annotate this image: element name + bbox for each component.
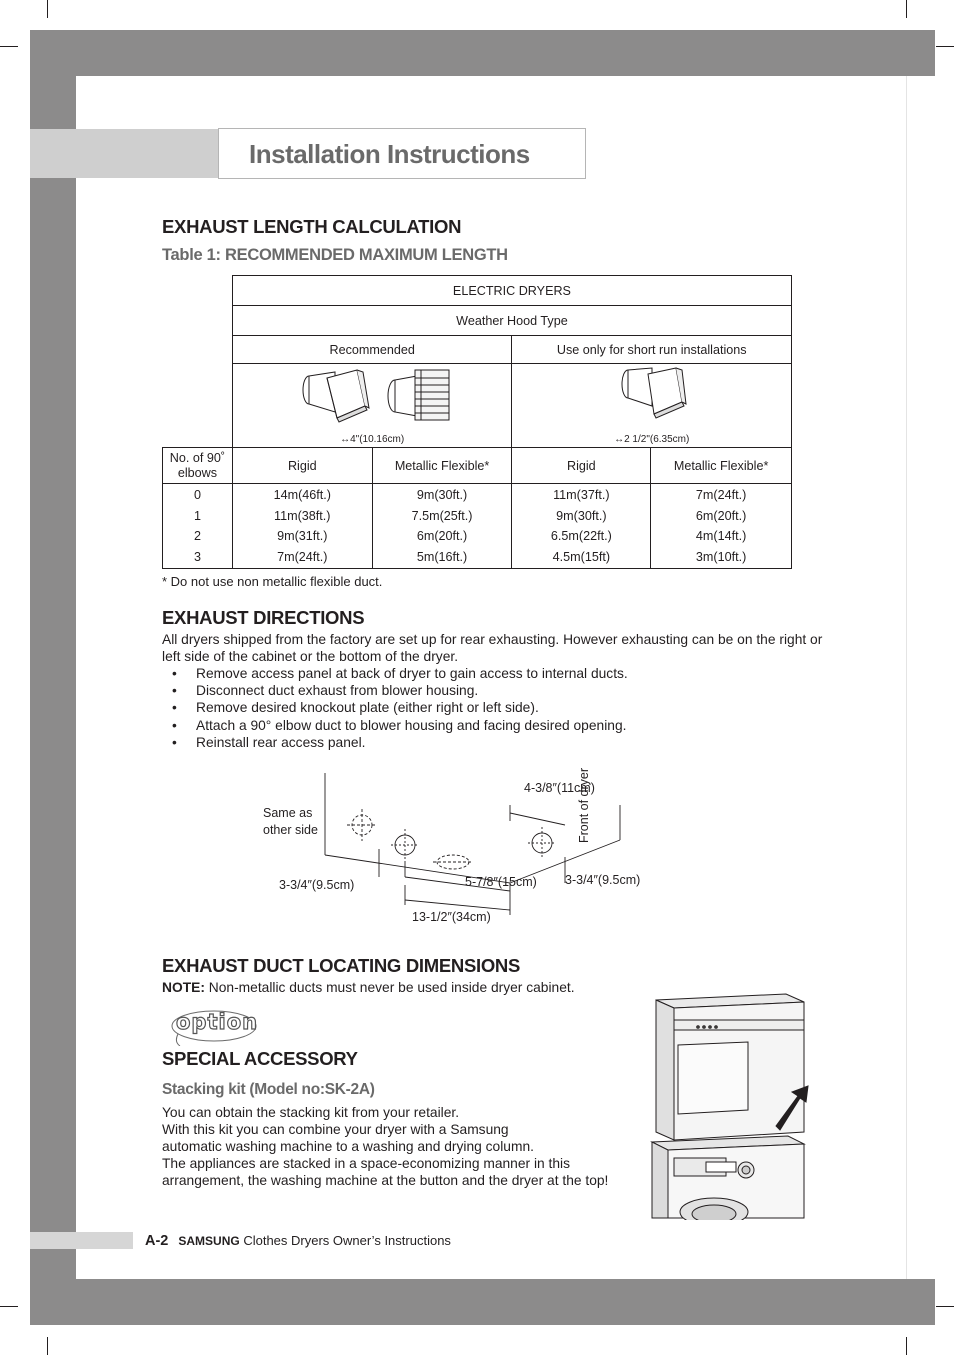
- cell: 11m(38ft.): [274, 508, 331, 523]
- cell: 3m(10ft.): [695, 549, 747, 564]
- crop-mark: [47, 1337, 48, 1355]
- row-header-elbows: [163, 448, 233, 484]
- list-item: • Remove desired knockout plate (either right or left side).: [172, 699, 628, 716]
- section-heading-duct-locating: EXHAUST DUCT LOCATING DIMENSIONS: [162, 955, 521, 976]
- exhaust-location-diagram: [255, 765, 655, 930]
- same-as-other-side-label: [263, 805, 318, 839]
- dim-label-middle: 5-7/8″(15cm): [465, 875, 537, 889]
- header-grey-tab: [30, 129, 218, 178]
- subcol-rigid-short: Rigid: [512, 448, 651, 484]
- row-header-line1: No. of 90˚: [169, 450, 226, 465]
- left-band: [30, 30, 76, 1325]
- crop-mark: [0, 1306, 18, 1307]
- cell: 14m(46ft.): [273, 488, 331, 502]
- text-line: With this kit you can combine your dryer with a Samsung: [162, 1122, 509, 1137]
- hood-dim-recommended: ↔4"(10.16cm): [340, 434, 405, 445]
- cell: 6m(20ft.): [695, 508, 747, 523]
- text-line: You can obtain the stacking kit from your retailer.: [162, 1105, 460, 1120]
- text-line: arrangement, the washing machine at the button and the dryer at the top!: [162, 1173, 609, 1188]
- footer-brand: SAMSUNG: [178, 1234, 240, 1248]
- stacking-kit-text: [162, 1104, 608, 1189]
- cell: 7.5m(25ft.): [411, 508, 473, 523]
- crop-mark: [0, 46, 18, 47]
- crop-mark: [936, 46, 954, 47]
- cell: 9m(30ft.): [416, 488, 468, 502]
- list-item: • Reinstall rear access panel.: [172, 734, 628, 751]
- table-footnote: * Do not use non metallic flexible duct.: [162, 574, 383, 589]
- max-length-table: [162, 275, 792, 569]
- crop-mark: [936, 1306, 954, 1307]
- subcol-flexible-short: Metallic Flexible*: [651, 448, 792, 484]
- cell: 4m(14ft.): [695, 529, 747, 543]
- right-edge-line: [906, 76, 907, 1279]
- directions-intro: All dryers shipped from the factory are set up for rear exhausting. However exhausting can be on the right or left side of the cabinet or the bottom of the dryer.: [162, 632, 823, 664]
- subcol-rigid-recommended: Rigid: [232, 448, 372, 484]
- cell: 5m(16ft.): [416, 549, 468, 564]
- hood-cell-recommended: [232, 364, 512, 448]
- flexible-recommended-values: [372, 484, 512, 569]
- cell: 3: [193, 549, 201, 564]
- cell: 1: [193, 508, 201, 523]
- page-footer: [145, 1233, 451, 1249]
- table-title: Table 1: RECOMMENDED MAXIMUM LENGTH: [162, 246, 508, 264]
- rigid-recommended-values: [232, 484, 372, 569]
- crop-mark: [906, 0, 907, 18]
- list-item: • Attach a 90° elbow duct to blower housing and facing desired opening.: [172, 717, 628, 734]
- list-item: • Disconnect duct exhaust from blower housing.: [172, 682, 628, 699]
- exhaust-diagram-drawing: [255, 765, 655, 930]
- list-item: • Remove access panel at back of dryer to gain access to internal ducts.: [172, 665, 628, 682]
- subcol-flexible-recommended: Metallic Flexible*: [372, 448, 512, 484]
- dim-label-top: 4-3/8″(11cm): [524, 781, 595, 795]
- text-line: automatic washing machine to a washing and drying column.: [162, 1139, 534, 1154]
- stacking-kit-subheading: Stacking kit (Model no:SK-2A): [162, 1081, 375, 1098]
- page-title: Installation Instructions: [249, 139, 530, 169]
- cell: 6m(20ft.): [416, 529, 468, 543]
- page-number: A-2: [145, 1233, 169, 1249]
- dim-label-left: 3-3/4″(9.5cm): [279, 878, 355, 892]
- section-heading-special-accessory: SPECIAL ACCESSORY: [162, 1048, 358, 1069]
- table-corner-blank: [163, 276, 233, 448]
- elbow-values: [163, 484, 233, 569]
- weather-hood-icons: [297, 366, 473, 426]
- stacked-washer-dryer-illustration: [648, 990, 813, 1220]
- footer-grey-tab: [30, 1232, 133, 1249]
- section-heading-exhaust-length: EXHAUST LENGTH CALCULATION: [162, 216, 462, 237]
- row-header-line2: elbows: [177, 465, 218, 480]
- table-data-row: [163, 484, 792, 569]
- table-sub-header: Weather Hood Type: [232, 306, 791, 336]
- label-line: Same as: [263, 806, 313, 820]
- cell: 7m(24ft.): [277, 549, 328, 564]
- header-box: [218, 128, 586, 179]
- cell: 4.5m(15ft): [552, 549, 611, 564]
- crop-mark: [47, 0, 48, 18]
- crop-mark: [906, 1337, 907, 1355]
- col-short-run: Use only for short run installations: [512, 336, 792, 364]
- col-recommended: Recommended: [232, 336, 512, 364]
- option-label: option: [176, 1010, 259, 1034]
- note-label: NOTE:: [162, 980, 205, 995]
- cell: 6.5m(22ft.): [550, 529, 612, 543]
- cell: 0: [193, 488, 201, 502]
- label-line: other side: [263, 823, 318, 837]
- rigid-short-values: [512, 484, 651, 569]
- dim-label-right: 3-3/4″(9.5cm): [565, 873, 641, 887]
- dim-label-bottom: 13-1/2″(34cm): [412, 910, 491, 924]
- cell: 2: [193, 529, 201, 543]
- hood-cell-short-run: [512, 364, 792, 448]
- weather-hood-small-icon: [616, 366, 696, 426]
- cell: 9m(31ft.): [277, 529, 328, 543]
- top-band: [30, 30, 935, 76]
- note-text: Non-metallic ducts must never be used inside dryer cabinet.: [204, 980, 575, 995]
- front-of-dryer-label: Front of dryer: [577, 767, 591, 843]
- hood-dim-short-run: ↔2 1/2"(6.35cm): [614, 434, 690, 445]
- directions-list: [172, 665, 628, 751]
- note-line: [162, 979, 575, 996]
- cell: 9m(30ft.): [556, 508, 607, 523]
- cell: 11m(37ft.): [553, 488, 610, 502]
- section-heading-exhaust-directions: EXHAUST DIRECTIONS: [162, 607, 365, 628]
- footer-text: Clothes Dryers Owner’s Instructions: [239, 1233, 451, 1248]
- cell: 7m(24ft.): [695, 488, 747, 502]
- flexible-short-values: [651, 484, 792, 569]
- table-group-header: ELECTRIC DRYERS: [232, 276, 791, 306]
- bottom-band: [30, 1279, 935, 1325]
- text-line: The appliances are stacked in a space-economizing manner in this: [162, 1156, 570, 1171]
